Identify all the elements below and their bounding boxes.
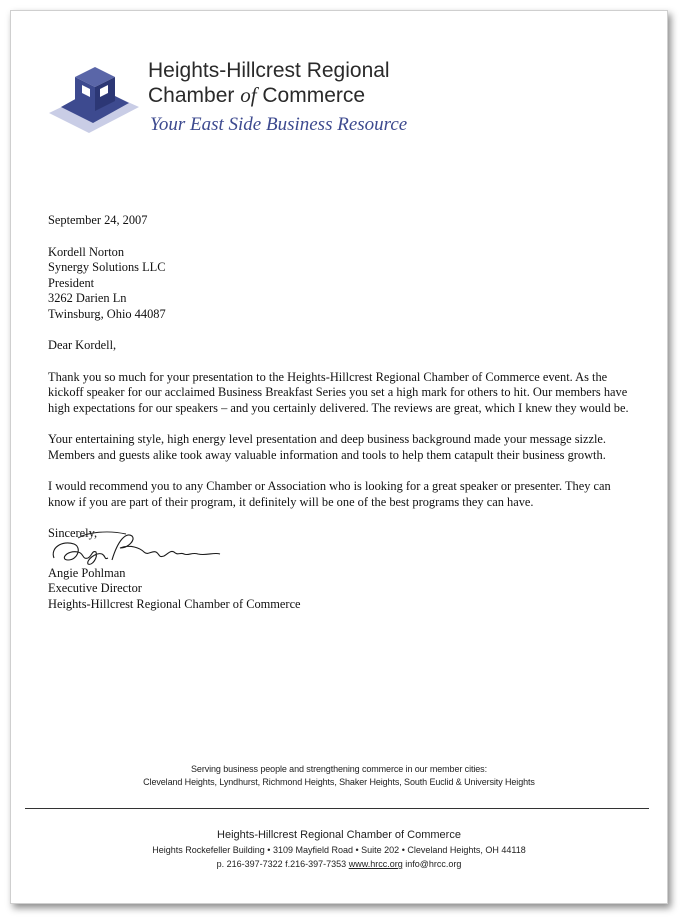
footer-serving-line2: Cleveland Heights, Lyndhurst, Richmond Heights, Shaker Heights, South Euclid & University Heights — [143, 777, 535, 787]
salutation: Dear Kordell, — [48, 338, 117, 352]
recipient-street: 3262 Darien Ln — [48, 291, 127, 305]
footer-phone: p. 216-397-7322 — [216, 859, 283, 869]
footer-contact-line — [11, 857, 667, 871]
footer-address: Heights Rockefeller Building • 3109 Mayfield Road • Suite 202 • Cleveland Heights, OH 44118 — [152, 845, 526, 855]
footer-org-name: Heights-Hillcrest Regional Chamber of Commerce — [217, 829, 461, 841]
footer-member-cities — [11, 763, 667, 789]
recipient-name: Kordell Norton — [48, 244, 125, 259]
letterhead-name-line2 — [148, 83, 390, 108]
footer-website-link[interactable]: www.hrcc.org — [348, 859, 403, 869]
hhrcc-cube-logo-icon — [49, 63, 139, 133]
recipient-address — [48, 245, 638, 323]
paragraph-1: Thank you so much for your presentation to the Heights-Hillcrest Regional Chamber of Commerce event. As the kickoff speaker for our acclaimed Business Breakfast Series you set a high mark for others to hit. Our members have high expectations for our speakers – and you certainly delivered. The reviews are great, which I knew they would be. — [48, 369, 629, 415]
letter-page — [10, 10, 668, 904]
footer-contact-block — [11, 828, 667, 871]
footer-email[interactable]: info@hrcc.org — [405, 859, 462, 869]
signer-org: Heights-Hillcrest Regional Chamber of Commerce — [48, 596, 301, 611]
signer-name: Angie Pohlman — [48, 565, 126, 580]
letterhead-name-line1: Heights-Hillcrest Regional — [148, 59, 390, 82]
handwritten-signature — [48, 530, 223, 570]
closing: Sincerely, — [48, 526, 98, 540]
recipient-company: Synergy Solutions LLC — [48, 260, 166, 274]
signer-title: Executive Director — [48, 581, 142, 595]
recipient-city: Twinsburg, Ohio 44087 — [48, 306, 166, 321]
letterhead-name-of: of — [240, 83, 257, 107]
letter-body — [48, 213, 638, 612]
letterhead-org-name — [148, 59, 390, 108]
letter-date: September 24, 2007 — [48, 213, 148, 227]
signature-area — [48, 544, 638, 566]
footer-fax: f.216-397-7353 — [285, 859, 347, 869]
recipient-title: President — [48, 275, 95, 290]
paragraph-2: Your entertaining style, high energy level presentation and deep business background made your message sizzle. Members and guests alike took away valuable information and tools to help them catapult their business growth. — [48, 432, 607, 462]
footer-serving-line1: Serving business people and strengthening commerce in our member cities: — [191, 764, 487, 774]
letterhead-tagline: Your East Side Business Resource — [150, 114, 408, 135]
letterhead-name-commerce: Commerce — [256, 84, 366, 107]
paragraph-3: I would recommend you to any Chamber or Association who is looking for a great speaker or presenter. They can know if you are part of their program, it definitely will be one of the best programs they can have. — [48, 479, 611, 509]
letterhead-name-chamber: Chamber — [148, 84, 241, 107]
footer-divider — [25, 808, 649, 809]
